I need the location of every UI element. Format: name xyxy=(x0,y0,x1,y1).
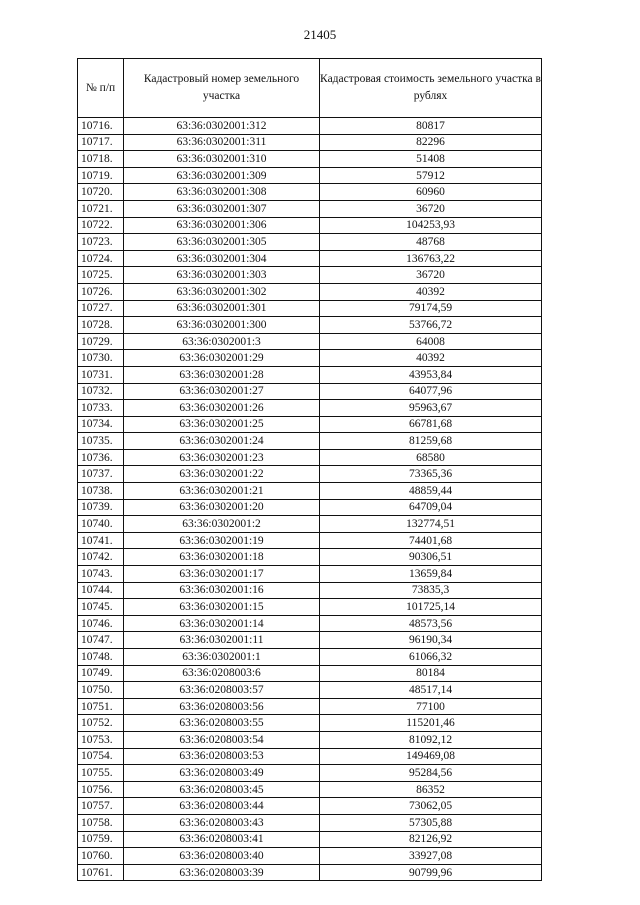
cadastral-value-cell: 64008 xyxy=(320,333,542,350)
table-row xyxy=(78,118,542,135)
cadastral-number-cell: 63:36:0302001:2 xyxy=(124,516,320,533)
cadastral-value-cell: 90306,51 xyxy=(320,549,542,566)
cadastral-value-cell: 96190,34 xyxy=(320,632,542,649)
cadastral-value-cell: 48859,44 xyxy=(320,483,542,500)
row-number-cell: 10757. xyxy=(78,798,124,815)
row-number-cell: 10745. xyxy=(78,599,124,616)
table-row xyxy=(78,466,542,483)
cadastral-number-cell: 63:36:0302001:303 xyxy=(124,267,320,284)
cadastral-value-cell: 149469,08 xyxy=(320,748,542,765)
cadastral-value-cell: 101725,14 xyxy=(320,599,542,616)
row-number-cell: 10732. xyxy=(78,383,124,400)
table-row xyxy=(78,715,542,732)
cadastral-number-cell: 63:36:0302001:20 xyxy=(124,499,320,516)
row-number-cell: 10726. xyxy=(78,283,124,300)
table-row xyxy=(78,665,542,682)
cadastral-value-cell: 81092,12 xyxy=(320,731,542,748)
row-number-cell: 10737. xyxy=(78,466,124,483)
table-row xyxy=(78,134,542,151)
header-cadastral-number: Кадастровый номер земельного участка xyxy=(124,59,320,118)
cadastral-value-cell: 64077,96 xyxy=(320,383,542,400)
table-row xyxy=(78,250,542,267)
row-number-cell: 10749. xyxy=(78,665,124,682)
page-number: 21405 xyxy=(303,27,337,42)
table-row xyxy=(78,234,542,251)
header-cadastral-value: Кадастровая стоимость земельного участка в рублях xyxy=(320,59,542,118)
row-number-cell: 10742. xyxy=(78,549,124,566)
table-row xyxy=(78,632,542,649)
cadastral-number-cell: 63:36:0302001:19 xyxy=(124,532,320,549)
cadastral-value-cell: 95284,56 xyxy=(320,765,542,782)
cadastral-number-cell: 63:36:0208003:55 xyxy=(124,715,320,732)
row-number-cell: 10761. xyxy=(78,864,124,881)
cadastral-table xyxy=(77,58,542,881)
row-number-cell: 10730. xyxy=(78,350,124,367)
cadastral-value-cell: 74401,68 xyxy=(320,532,542,549)
table-row xyxy=(78,433,542,450)
table-row xyxy=(78,748,542,765)
cadastral-number-cell: 63:36:0208003:43 xyxy=(124,814,320,831)
row-number-cell: 10734. xyxy=(78,416,124,433)
cadastral-value-cell: 80184 xyxy=(320,665,542,682)
row-number-cell: 10759. xyxy=(78,831,124,848)
cadastral-number-cell: 63:36:0302001:301 xyxy=(124,300,320,317)
cadastral-value-cell: 51408 xyxy=(320,151,542,168)
cadastral-number-cell: 63:36:0302001:304 xyxy=(124,250,320,267)
table-row xyxy=(78,532,542,549)
cadastral-number-cell: 63:36:0302001:1 xyxy=(124,649,320,666)
cadastral-value-cell: 68580 xyxy=(320,449,542,466)
table-row xyxy=(78,333,542,350)
row-number-cell: 10721. xyxy=(78,200,124,217)
table-header xyxy=(78,59,542,118)
cadastral-value-cell: 36720 xyxy=(320,200,542,217)
table-row xyxy=(78,416,542,433)
cadastral-number-cell: 63:36:0302001:18 xyxy=(124,549,320,566)
table-row xyxy=(78,682,542,699)
row-number-cell: 10743. xyxy=(78,566,124,583)
table-row xyxy=(78,200,542,217)
cadastral-value-cell: 81259,68 xyxy=(320,433,542,450)
table-row xyxy=(78,599,542,616)
table-row xyxy=(78,566,542,583)
row-number-cell: 10747. xyxy=(78,632,124,649)
table-row xyxy=(78,814,542,831)
table-row xyxy=(78,516,542,533)
cadastral-value-cell: 60960 xyxy=(320,184,542,201)
table-row xyxy=(78,267,542,284)
row-number-cell: 10750. xyxy=(78,682,124,699)
cadastral-number-cell: 63:36:0302001:17 xyxy=(124,566,320,583)
cadastral-number-cell: 63:36:0208003:54 xyxy=(124,731,320,748)
cadastral-value-cell: 43953,84 xyxy=(320,366,542,383)
table-row xyxy=(78,217,542,234)
row-number-cell: 10722. xyxy=(78,217,124,234)
cadastral-value-cell: 82126,92 xyxy=(320,831,542,848)
cadastral-number-cell: 63:36:0302001:311 xyxy=(124,134,320,151)
cadastral-number-cell: 63:36:0302001:25 xyxy=(124,416,320,433)
row-number-cell: 10716. xyxy=(78,118,124,135)
row-number-cell: 10720. xyxy=(78,184,124,201)
cadastral-number-cell: 63:36:0302001:309 xyxy=(124,167,320,184)
cadastral-number-cell: 63:36:0302001:15 xyxy=(124,599,320,616)
cadastral-number-cell: 63:36:0302001:28 xyxy=(124,366,320,383)
cadastral-number-cell: 63:36:0302001:24 xyxy=(124,433,320,450)
table-row xyxy=(78,449,542,466)
cadastral-value-cell: 64709,04 xyxy=(320,499,542,516)
cadastral-value-cell: 86352 xyxy=(320,781,542,798)
table-row xyxy=(78,831,542,848)
cadastral-value-cell: 80817 xyxy=(320,118,542,135)
cadastral-number-cell: 63:36:0208003:41 xyxy=(124,831,320,848)
row-number-cell: 10718. xyxy=(78,151,124,168)
cadastral-number-cell: 63:36:0302001:23 xyxy=(124,449,320,466)
table-row xyxy=(78,615,542,632)
cadastral-value-cell: 33927,08 xyxy=(320,848,542,865)
cadastral-number-cell: 63:36:0302001:302 xyxy=(124,283,320,300)
cadastral-number-cell: 63:36:0302001:306 xyxy=(124,217,320,234)
cadastral-number-cell: 63:36:0302001:308 xyxy=(124,184,320,201)
table-row xyxy=(78,400,542,417)
cadastral-number-cell: 63:36:0302001:307 xyxy=(124,200,320,217)
cadastral-number-cell: 63:36:0208003:39 xyxy=(124,864,320,881)
row-number-cell: 10758. xyxy=(78,814,124,831)
cadastral-number-cell: 63:36:0208003:56 xyxy=(124,698,320,715)
cadastral-value-cell: 48768 xyxy=(320,234,542,251)
cadastral-value-cell: 13659,84 xyxy=(320,566,542,583)
row-number-cell: 10740. xyxy=(78,516,124,533)
header-row xyxy=(78,59,542,118)
row-number-cell: 10727. xyxy=(78,300,124,317)
cadastral-number-cell: 63:36:0302001:26 xyxy=(124,400,320,417)
row-number-cell: 10751. xyxy=(78,698,124,715)
row-number-cell: 10754. xyxy=(78,748,124,765)
row-number-cell: 10733. xyxy=(78,400,124,417)
cadastral-number-cell: 63:36:0302001:300 xyxy=(124,317,320,334)
cadastral-value-cell: 66781,68 xyxy=(320,416,542,433)
table-row xyxy=(78,731,542,748)
row-number-cell: 10756. xyxy=(78,781,124,798)
table-row xyxy=(78,317,542,334)
table-row xyxy=(78,864,542,881)
cadastral-value-cell: 61066,32 xyxy=(320,649,542,666)
row-number-cell: 10738. xyxy=(78,483,124,500)
cadastral-number-cell: 63:36:0208003:44 xyxy=(124,798,320,815)
cadastral-value-cell: 57912 xyxy=(320,167,542,184)
row-number-cell: 10741. xyxy=(78,532,124,549)
cadastral-number-cell: 63:36:0302001:16 xyxy=(124,582,320,599)
cadastral-value-cell: 132774,51 xyxy=(320,516,542,533)
cadastral-number-cell: 63:36:0208003:6 xyxy=(124,665,320,682)
row-number-cell: 10752. xyxy=(78,715,124,732)
row-number-cell: 10728. xyxy=(78,317,124,334)
cadastral-value-cell: 53766,72 xyxy=(320,317,542,334)
row-number-cell: 10736. xyxy=(78,449,124,466)
table-row xyxy=(78,499,542,516)
cadastral-value-cell: 48517,14 xyxy=(320,682,542,699)
cadastral-value-cell: 79174,59 xyxy=(320,300,542,317)
cadastral-value-cell: 36720 xyxy=(320,267,542,284)
table-row xyxy=(78,483,542,500)
table-row xyxy=(78,549,542,566)
cadastral-number-cell: 63:36:0302001:29 xyxy=(124,350,320,367)
cadastral-value-cell: 57305,88 xyxy=(320,814,542,831)
cadastral-number-cell: 63:36:0302001:22 xyxy=(124,466,320,483)
row-number-cell: 10735. xyxy=(78,433,124,450)
row-number-cell: 10729. xyxy=(78,333,124,350)
table-row xyxy=(78,167,542,184)
row-number-cell: 10725. xyxy=(78,267,124,284)
header-num: № п/п xyxy=(78,59,124,118)
cadastral-value-cell: 73062,05 xyxy=(320,798,542,815)
cadastral-value-cell: 73835,3 xyxy=(320,582,542,599)
cadastral-value-cell: 95963,67 xyxy=(320,400,542,417)
table-row xyxy=(78,765,542,782)
table-row xyxy=(78,283,542,300)
row-number-cell: 10731. xyxy=(78,366,124,383)
cadastral-number-cell: 63:36:0302001:11 xyxy=(124,632,320,649)
cadastral-number-cell: 63:36:0208003:40 xyxy=(124,848,320,865)
row-number-cell: 10755. xyxy=(78,765,124,782)
cadastral-value-cell: 82296 xyxy=(320,134,542,151)
cadastral-number-cell: 63:36:0208003:53 xyxy=(124,748,320,765)
cadastral-value-cell: 136763,22 xyxy=(320,250,542,267)
table-row xyxy=(78,350,542,367)
table-row xyxy=(78,781,542,798)
row-number-cell: 10717. xyxy=(78,134,124,151)
cadastral-value-cell: 104253,93 xyxy=(320,217,542,234)
row-number-cell: 10748. xyxy=(78,649,124,666)
cadastral-number-cell: 63:36:0302001:27 xyxy=(124,383,320,400)
table-row xyxy=(78,383,542,400)
table-row xyxy=(78,798,542,815)
cadastral-value-cell: 48573,56 xyxy=(320,615,542,632)
row-number-cell: 10753. xyxy=(78,731,124,748)
row-number-cell: 10746. xyxy=(78,615,124,632)
cadastral-number-cell: 63:36:0302001:14 xyxy=(124,615,320,632)
cadastral-number-cell: 63:36:0208003:57 xyxy=(124,682,320,699)
cadastral-number-cell: 63:36:0302001:305 xyxy=(124,234,320,251)
table-row xyxy=(78,698,542,715)
cadastral-number-cell: 63:36:0302001:3 xyxy=(124,333,320,350)
cadastral-number-cell: 63:36:0208003:49 xyxy=(124,765,320,782)
cadastral-number-cell: 63:36:0302001:312 xyxy=(124,118,320,135)
row-number-cell: 10724. xyxy=(78,250,124,267)
cadastral-number-cell: 63:36:0302001:310 xyxy=(124,151,320,168)
cadastral-number-cell: 63:36:0302001:21 xyxy=(124,483,320,500)
row-number-cell: 10760. xyxy=(78,848,124,865)
table-row xyxy=(78,848,542,865)
row-number-cell: 10723. xyxy=(78,234,124,251)
cadastral-value-cell: 77100 xyxy=(320,698,542,715)
table-body xyxy=(78,118,542,881)
cadastral-value-cell: 90799,96 xyxy=(320,864,542,881)
table-row xyxy=(78,184,542,201)
table-row xyxy=(78,151,542,168)
cadastral-value-cell: 40392 xyxy=(320,350,542,367)
cadastral-value-cell: 115201,46 xyxy=(320,715,542,732)
table-row xyxy=(78,649,542,666)
row-number-cell: 10739. xyxy=(78,499,124,516)
table-row xyxy=(78,582,542,599)
row-number-cell: 10719. xyxy=(78,167,124,184)
row-number-cell: 10744. xyxy=(78,582,124,599)
cadastral-value-cell: 40392 xyxy=(320,283,542,300)
table-row xyxy=(78,300,542,317)
cadastral-value-cell: 73365,36 xyxy=(320,466,542,483)
cadastral-number-cell: 63:36:0208003:45 xyxy=(124,781,320,798)
table-row xyxy=(78,366,542,383)
